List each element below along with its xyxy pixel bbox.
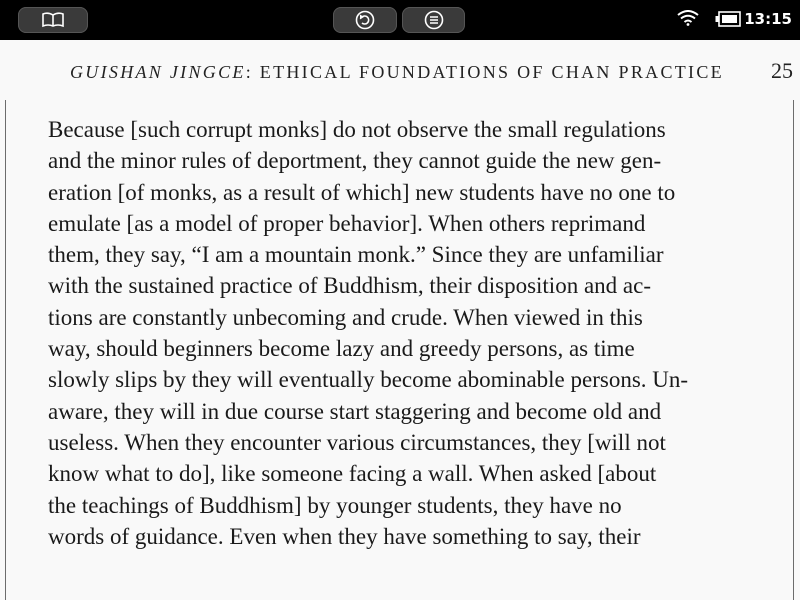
- right-margin-line: [793, 100, 794, 600]
- text-line: with the sustained practice of Buddhism, their disposition and ac-: [48, 273, 651, 299]
- status-bar: [0, 0, 800, 40]
- text-line: useless. When they encounter various circumstances, they [will not: [48, 429, 666, 455]
- text-line: know what to do], like someone facing a wall. When asked [about: [48, 461, 657, 487]
- running-head: [70, 62, 724, 83]
- text-line: Because [such corrupt monks] do not observe the small regulations: [48, 117, 666, 142]
- menu-icon: [424, 10, 444, 30]
- text-line: aware, they will in due course start staggering and become old and: [48, 398, 662, 424]
- running-head-title: GUISHAN JINGCE: [70, 62, 246, 82]
- text-line: them, they say, “I am a mountain monk.” Since they are unfamiliar: [48, 242, 664, 268]
- text-line: emulate [as a model of proper behavior]. When others reprimand: [48, 210, 646, 236]
- wifi-icon: [677, 10, 699, 26]
- page-number: 25: [771, 58, 793, 83]
- library-icon: [41, 12, 65, 28]
- menu-button[interactable]: [402, 7, 465, 33]
- text-line: the teachings of Buddhism] by younger students, they have no: [48, 492, 622, 518]
- back-navigation-button[interactable]: [333, 7, 397, 33]
- text-line: tions are constantly unbecoming and crude. When viewed in this: [48, 304, 643, 330]
- text-line: words of guidance. Even when they have something to say, their: [48, 523, 641, 549]
- back-navigation-icon: [355, 10, 375, 30]
- library-button[interactable]: [18, 7, 88, 33]
- battery-icon: [715, 11, 741, 27]
- left-margin-line: [5, 100, 6, 600]
- running-head-subtitle: : ETHICAL FOUNDATIONS OF CHAN PRACTICE: [245, 62, 724, 82]
- page-body-text: [48, 114, 768, 552]
- text-line: slowly slips by they will eventually become abominable persons. Un-: [48, 367, 689, 393]
- text-line: eration [of monks, as a result of which] new students have no one to: [48, 179, 676, 205]
- text-line: and the minor rules of deportment, they cannot guide the new gen-: [48, 148, 662, 174]
- text-line: way, should beginners become lazy and greedy persons, as time: [48, 336, 635, 362]
- clock: 13:15: [744, 10, 792, 28]
